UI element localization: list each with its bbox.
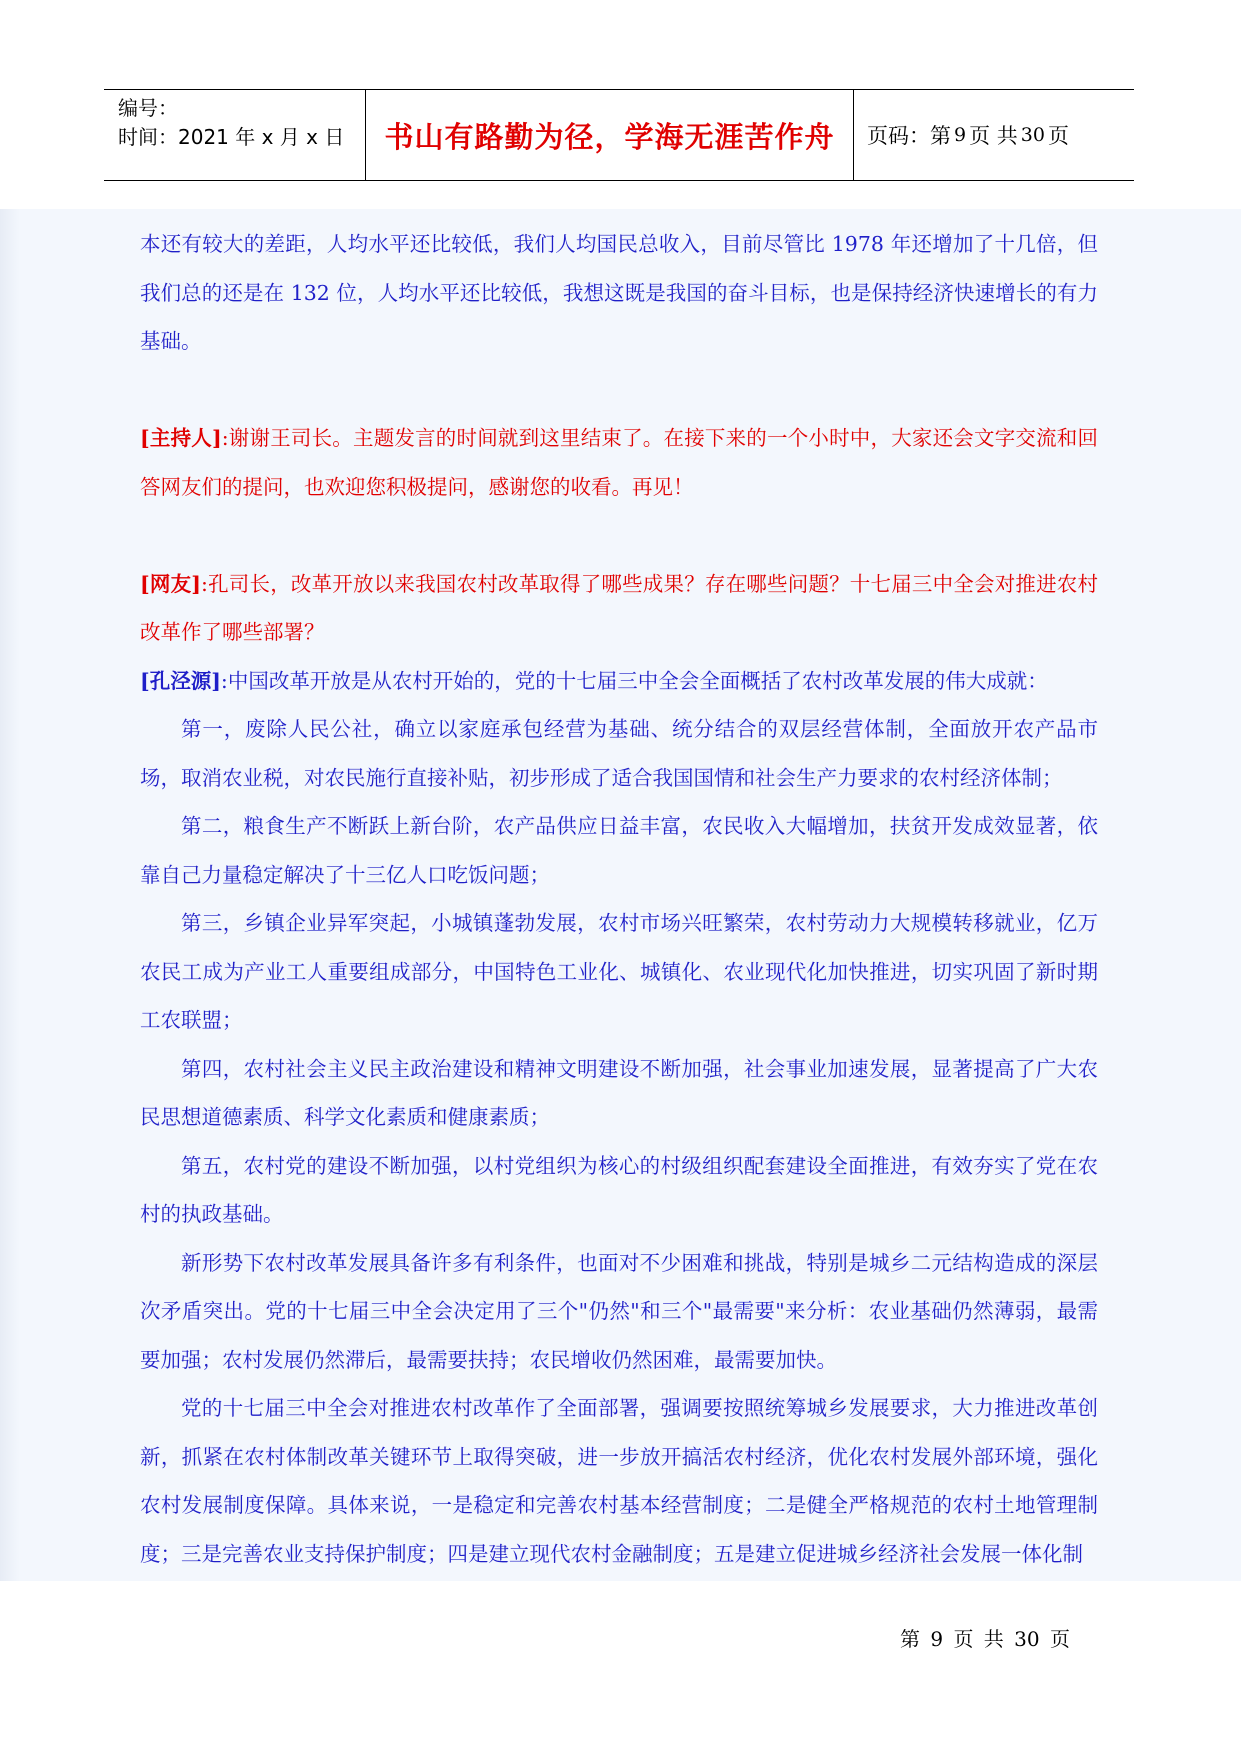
point-5: 第五，农村党的建设不断加强，以村党组织为核心的村级组织配套建设全面推进，有效夯实了党在农村的执政基础。 xyxy=(140,1153,1098,1226)
header-meta-cell xyxy=(104,90,366,180)
time-label: 时间：2021 年 x 月 x 日 xyxy=(118,125,345,149)
host-paragraph xyxy=(140,414,1098,511)
page-prefix: 页码：第 xyxy=(867,124,951,148)
panel-edge-shadow xyxy=(0,209,20,1581)
point-4: 第四，农村社会主义民主政治建设和精神文明建设不断加强，社会事业加速发展，显著提高了广大农民思想道德素质、科学文化素质和健康素质； xyxy=(140,1056,1098,1129)
header-page-cell xyxy=(854,90,1134,180)
deployment-paragraph: 党的十七届三中全会对推进农村改革作了全面部署，强调要按照统筹城乡发展要求，大力推进改革创新，抓紧在农村体制改革关键环节上取得突破，进一步放开搞活农村经济，优化农村发展外部环境，强化农村发展制度保障。具体来说，一是稳定和完善农村基本经营制度；二是健全严格规范的农村土地管理制度；三是完善农业支持保护制度；四是建立现代农村金融制度；五是建立促进城乡经济社会发展一体化制 xyxy=(140,1396,1098,1566)
motto-title: 书山有路勤为径，学海无涯苦作舟 xyxy=(384,119,835,154)
kong-text: :中国改革开放是从农村开始的，党的十七届三中全会全面概括了农村改革发展的伟大成就： xyxy=(220,668,1048,693)
page-current: 9 xyxy=(954,124,967,146)
page-suffix: 页 xyxy=(1047,124,1069,148)
point-1: 第一，废除人民公社，确立以家庭承包经营为基础、统分结合的双层经营体制，全面放开农产品市场，取消农业税，对农民施行直接补贴，初步形成了适合我国国情和社会生产力要求的农村经济体制； xyxy=(140,717,1098,790)
document-header xyxy=(104,89,1134,181)
kong-tag: [孔泾源] xyxy=(140,668,221,693)
intro-paragraph: 本还有较大的差距，人均水平还比较低，我们人均国民总收入，目前尽管比 1978 年还增加了十几倍，但我们总的还是在 132 位，人均水平还比较低，我想这既是我国的奋斗目标，也是保持经济快速增长的有力基础。 xyxy=(140,232,1098,353)
netizen-text: :孔司长，改革开放以来我国农村改革取得了哪些成果？存在哪些问题？十七届三中全会对推进农村改革作了哪些部署？ xyxy=(140,571,1098,644)
netizen-paragraph xyxy=(140,560,1098,657)
situation-paragraph: 新形势下农村改革发展具备许多有利条件，也面对不少困难和挑战，特别是城乡二元结构造成的深层次矛盾突出。党的十七届三中全会决定用了三个"仍然"和三个"最需要"来分析：农业基础仍然薄弱，最需要加强；农村发展仍然滞后，最需要扶持；农民增收仍然困难，最需要加快。 xyxy=(140,1250,1098,1372)
host-text: :谢谢王司长。主题发言的时间就到这里结束了。在接下来的一个小时中，大家还会文字交流和回答网友们的提问，也欢迎您积极提问，感谢您的收看。再见！ xyxy=(140,426,1098,499)
page-total: 30 xyxy=(1020,124,1045,146)
document-body xyxy=(140,220,1098,1578)
header-motto-cell xyxy=(366,90,854,180)
point-2: 第二，粮食生产不断跃上新台阶，农产品供应日益丰富，农民收入大幅增加，扶贫开发成效显著，依靠自己力量稳定解决了十三亿人口吃饭问题； xyxy=(140,814,1098,887)
page-mid: 页 共 xyxy=(969,124,1018,148)
host-tag: [主持人] xyxy=(140,426,222,450)
kong-paragraph xyxy=(140,657,1098,706)
page-footer: 第 9 页 共 30 页 xyxy=(900,1627,1070,1651)
point-3: 第三，乡镇企业异军突起，小城镇蓬勃发展，农村市场兴旺繁荣，农村劳动力大规模转移就业，亿万农民工成为产业工人重要组成部分，中国特色工业化、城镇化、农业现代化加快推进，切实巩固了新时期工农联盟； xyxy=(140,911,1098,1032)
number-label: 编号： xyxy=(118,96,178,120)
netizen-tag: [网友] xyxy=(140,571,201,596)
